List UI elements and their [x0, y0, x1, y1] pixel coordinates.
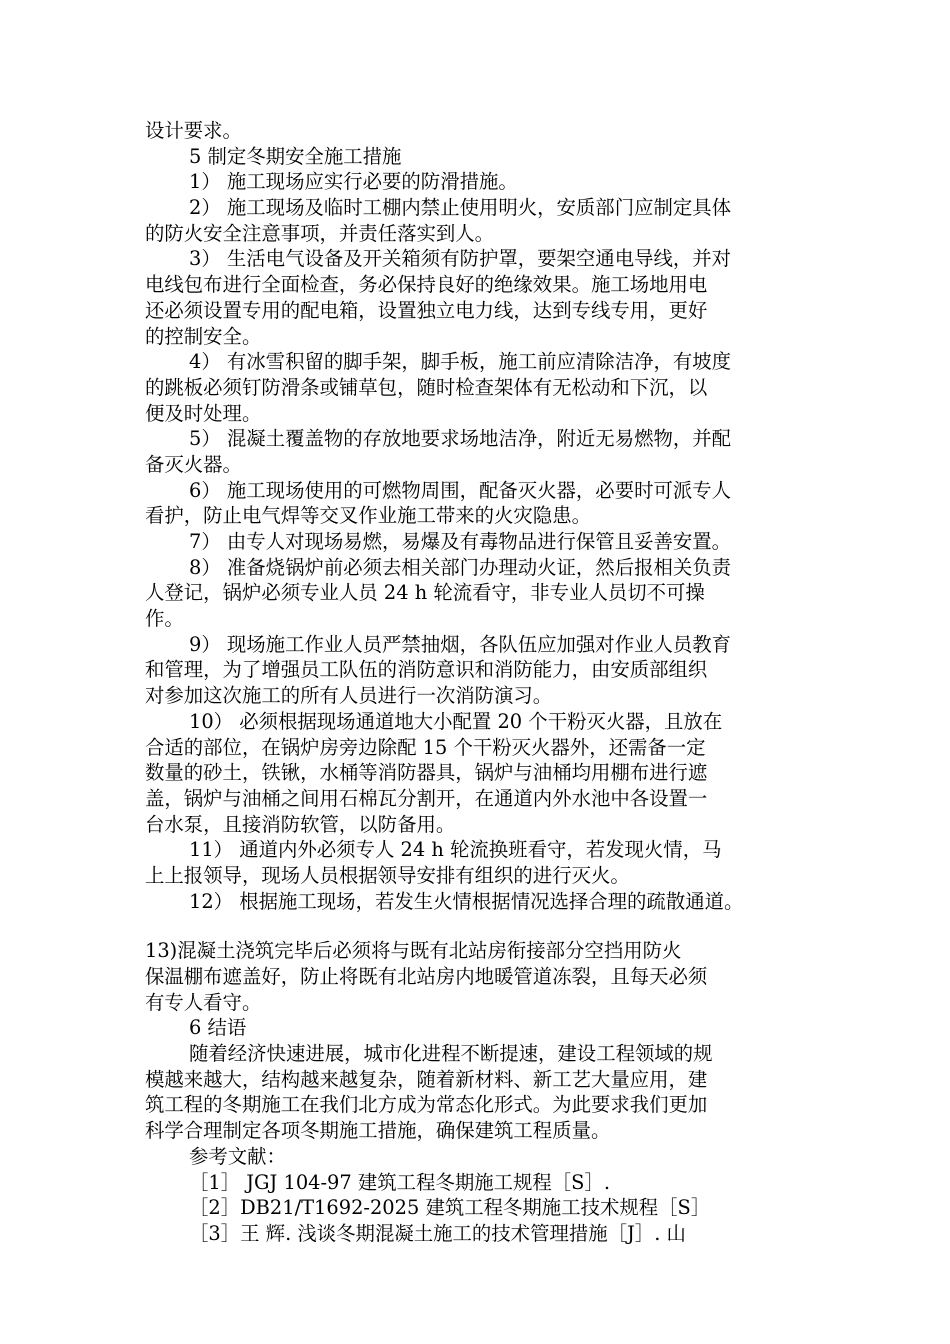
- text-line: 9） 现场施工作业人员严禁抽烟，各队伍应加强对作业人员教育: [189, 632, 732, 656]
- text-line: 7） 由专人对现场易燃，易爆及有毒物品进行保管且妥善安置。: [189, 530, 732, 553]
- text-line: 人登记，锅炉必须专业人员 24 h 轮流看守，非专业人员切不可操: [145, 581, 705, 605]
- text-line: 5） 混凝土覆盖物的存放地要求场地洁净，附近无易燃物，并配: [189, 427, 732, 451]
- text-line: 11） 通道内外必须专人 24 h 轮流换班看守，若发现火情，马: [189, 838, 722, 862]
- text-line: 合适的部位，在锅炉房旁边除配 15 个干粉灭火器外，还需备一定: [145, 735, 706, 759]
- body-text: [145, 118, 810, 1247]
- text-line: 保温棚布遮盖好，防止将既有北站房内地暖管道冻裂，且每天必须: [145, 965, 708, 988]
- text-line: 的控制安全。: [145, 324, 262, 348]
- text-line: 看护，防止电气焊等交叉作业施工带来的火灾隐患。: [145, 504, 591, 528]
- text-line: 的跳板必须钉防滑条或铺草包，随时检查架体有无松动和下沉，以: [145, 375, 708, 399]
- text-line: 随着经济快速进展，城市化进程不断提速，建设工程领域的规: [189, 1042, 713, 1066]
- text-line: 数量的砂土，铁锹，水桶等消防器具，锅炉与油桶均用棚布进行遮: [145, 761, 708, 785]
- text-line: 的防火安全注意事项，并责任落实到人。: [145, 221, 495, 245]
- blank-line: [145, 914, 810, 938]
- reference-line: ［1］ JGJ 104-97 建筑工程冬期施工规程［S］.: [189, 1170, 611, 1194]
- text-line: 有专人看守。: [145, 990, 262, 1014]
- text-line: 模越来越大，结构越来越复杂，随着新材料、新工艺大量应用，建: [145, 1067, 708, 1091]
- text-line: 对参加这次施工的所有人员进行一次消防演习。: [145, 684, 553, 708]
- text-line: 13)混凝土浇筑完毕后必须将与既有北站房衔接部分空挡用防火: [145, 939, 682, 963]
- text-line: 台水泵，且接消防软管，以防备用。: [145, 812, 456, 836]
- text-line: 8） 准备烧锅炉前必须去相关部门办理动火证，然后报相关负责: [189, 555, 732, 579]
- text-line: 1） 施工现场应实行必要的防滑措施。: [189, 170, 518, 194]
- text-line: 便及时处理。: [145, 401, 262, 425]
- text-line: 盖，锅炉与油桶之间用石棉瓦分割开，在通道内外水池中各设置一: [145, 786, 708, 810]
- text-line: 科学合理制定各项冬期施工措施，确保建筑工程质量。: [145, 1119, 611, 1143]
- text-line: 5 制定冬期安全施工措施: [189, 144, 402, 168]
- reference-line: ［2］DB21/T1692-2025 建筑工程冬期施工技术规程［S］: [189, 1196, 711, 1220]
- text-line: 筑工程的冬期施工在我们北方成为常态化形式。为此要求我们更加: [145, 1093, 708, 1117]
- text-line: 备灭火器。: [145, 452, 242, 476]
- text-line: 电线包布进行全面检查，务必保持良好的绝缘效果。施工场地用电: [145, 273, 708, 297]
- text-line: 10） 必须根据现场通道地大小配置 20 个干粉灭火器，且放在: [189, 709, 723, 733]
- text-line: 2） 施工现场及临时工棚内禁止使用明火，安质部门应制定具体: [189, 196, 732, 220]
- text-line: 6） 施工现场使用的可燃物周围，配备灭火器，必要时可派专人: [189, 478, 732, 502]
- text-line: 参考文献：: [189, 1144, 286, 1168]
- text-line: 作。: [145, 607, 184, 631]
- reference-line: ［3］王 辉. 浅谈冬期混凝土施工的技术管理措施［J］. 山: [189, 1221, 686, 1245]
- text-line: 12） 根据施工现场，若发生火情根据情况选择合理的疏散通道。: [189, 889, 744, 913]
- text-line: 6 结语: [189, 1016, 247, 1040]
- text-line: 和管理，为了增强员工队伍的消防意识和消防能力，由安质部组织: [145, 658, 708, 682]
- text-line: 上上报领导，现场人员根据领导安排有组织的进行灭火。: [145, 863, 630, 887]
- text-line: 还必须设置专用的配电箱，设置独立电力线，达到专线专用，更好: [145, 298, 708, 322]
- text-line: 设计要求。: [145, 119, 242, 142]
- text-line: 4） 有冰雪积留的脚手架，脚手板，施工前应清除洁净，有坡度: [189, 350, 732, 374]
- text-line: 3） 生活电气设备及开关箱须有防护罩，要架空通电导线，并对: [189, 247, 732, 271]
